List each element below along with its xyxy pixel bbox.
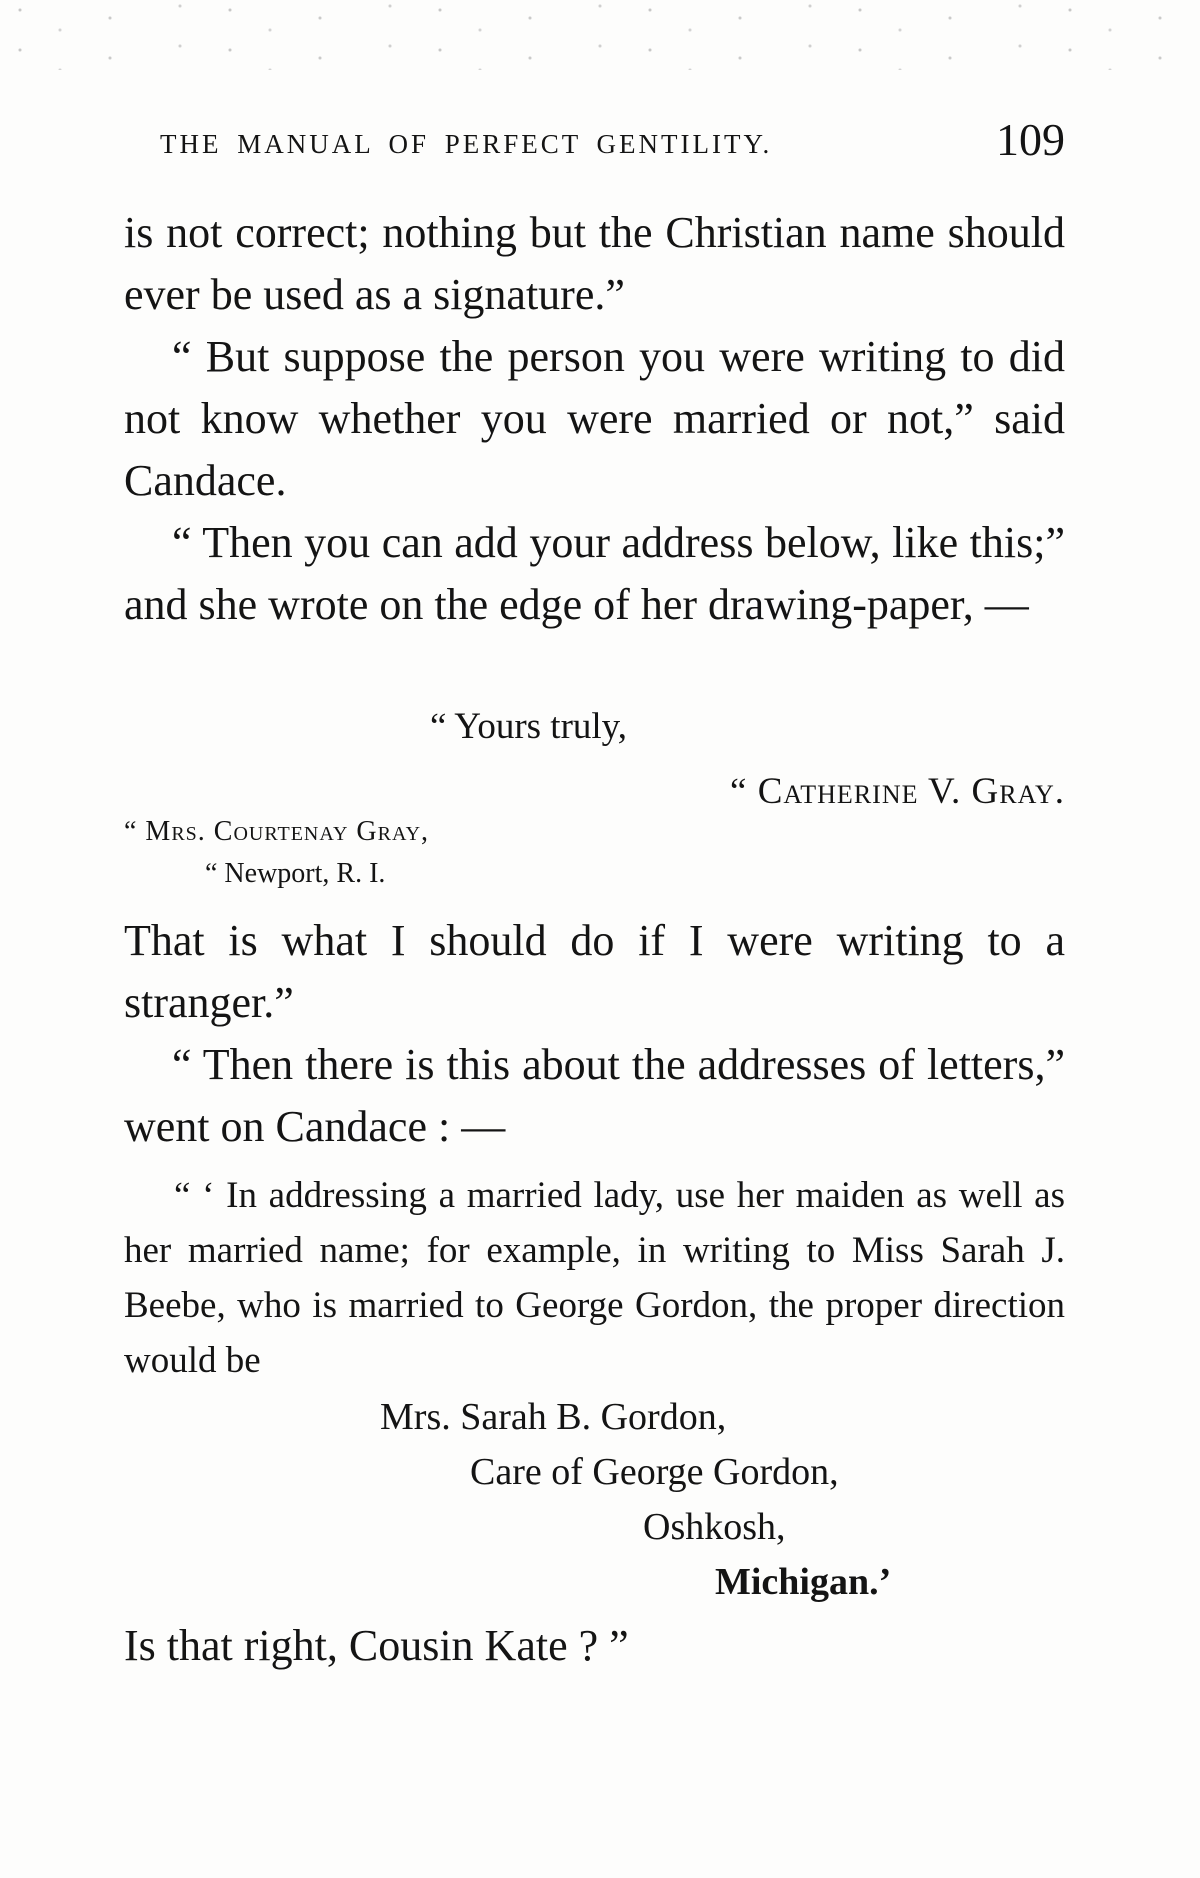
address-line-1: Mrs. Sarah B. Gordon,	[380, 1396, 727, 1438]
signature-address-place: “ Newport, R. I.	[205, 858, 386, 889]
paragraph-1: is not correct; nothing but the Christian name should ever be used as a signature.”	[124, 208, 1065, 319]
paragraph-4: That is what I should do if I were writing to a stranger.”	[124, 916, 1065, 1027]
signature-name: “ Catherine V. Gray.	[730, 771, 1065, 812]
signature-address-name: “ Mrs. Courtenay Gray,	[124, 816, 430, 847]
address-line-2: Care of George Gordon,	[470, 1451, 839, 1493]
signature-closing: “ Yours truly,	[430, 706, 628, 747]
page-number: 109	[996, 114, 1065, 165]
paragraph-6: Is that right, Cousin Kate ? ”	[124, 1621, 629, 1670]
address-line-4: Michigan.’	[715, 1561, 892, 1603]
running-title: THE MANUAL OF PERFECT GENTILITY.	[160, 129, 773, 159]
page-header	[160, 114, 1065, 168]
paragraph-2: “ But suppose the person you were writing to did not know whether you were married or not,” said Candace.	[124, 332, 1065, 505]
quoted-rule: “ ‘ In addressing a married lady, use her maiden as well as her married name; for example, in writing to Miss Sarah J. Beebe, who is married to George Gordon, the proper direction would be	[124, 1175, 1065, 1381]
address-line-3: Oshkosh,	[643, 1506, 786, 1548]
paragraph-3: “ Then you can add your address below, like this;” and she wrote on the edge of her drawing-paper, —	[124, 518, 1065, 629]
paragraph-5: “ Then there is this about the addresses of letters,” went on Candace : —	[124, 1040, 1065, 1151]
scan-speckle	[0, 0, 1200, 70]
